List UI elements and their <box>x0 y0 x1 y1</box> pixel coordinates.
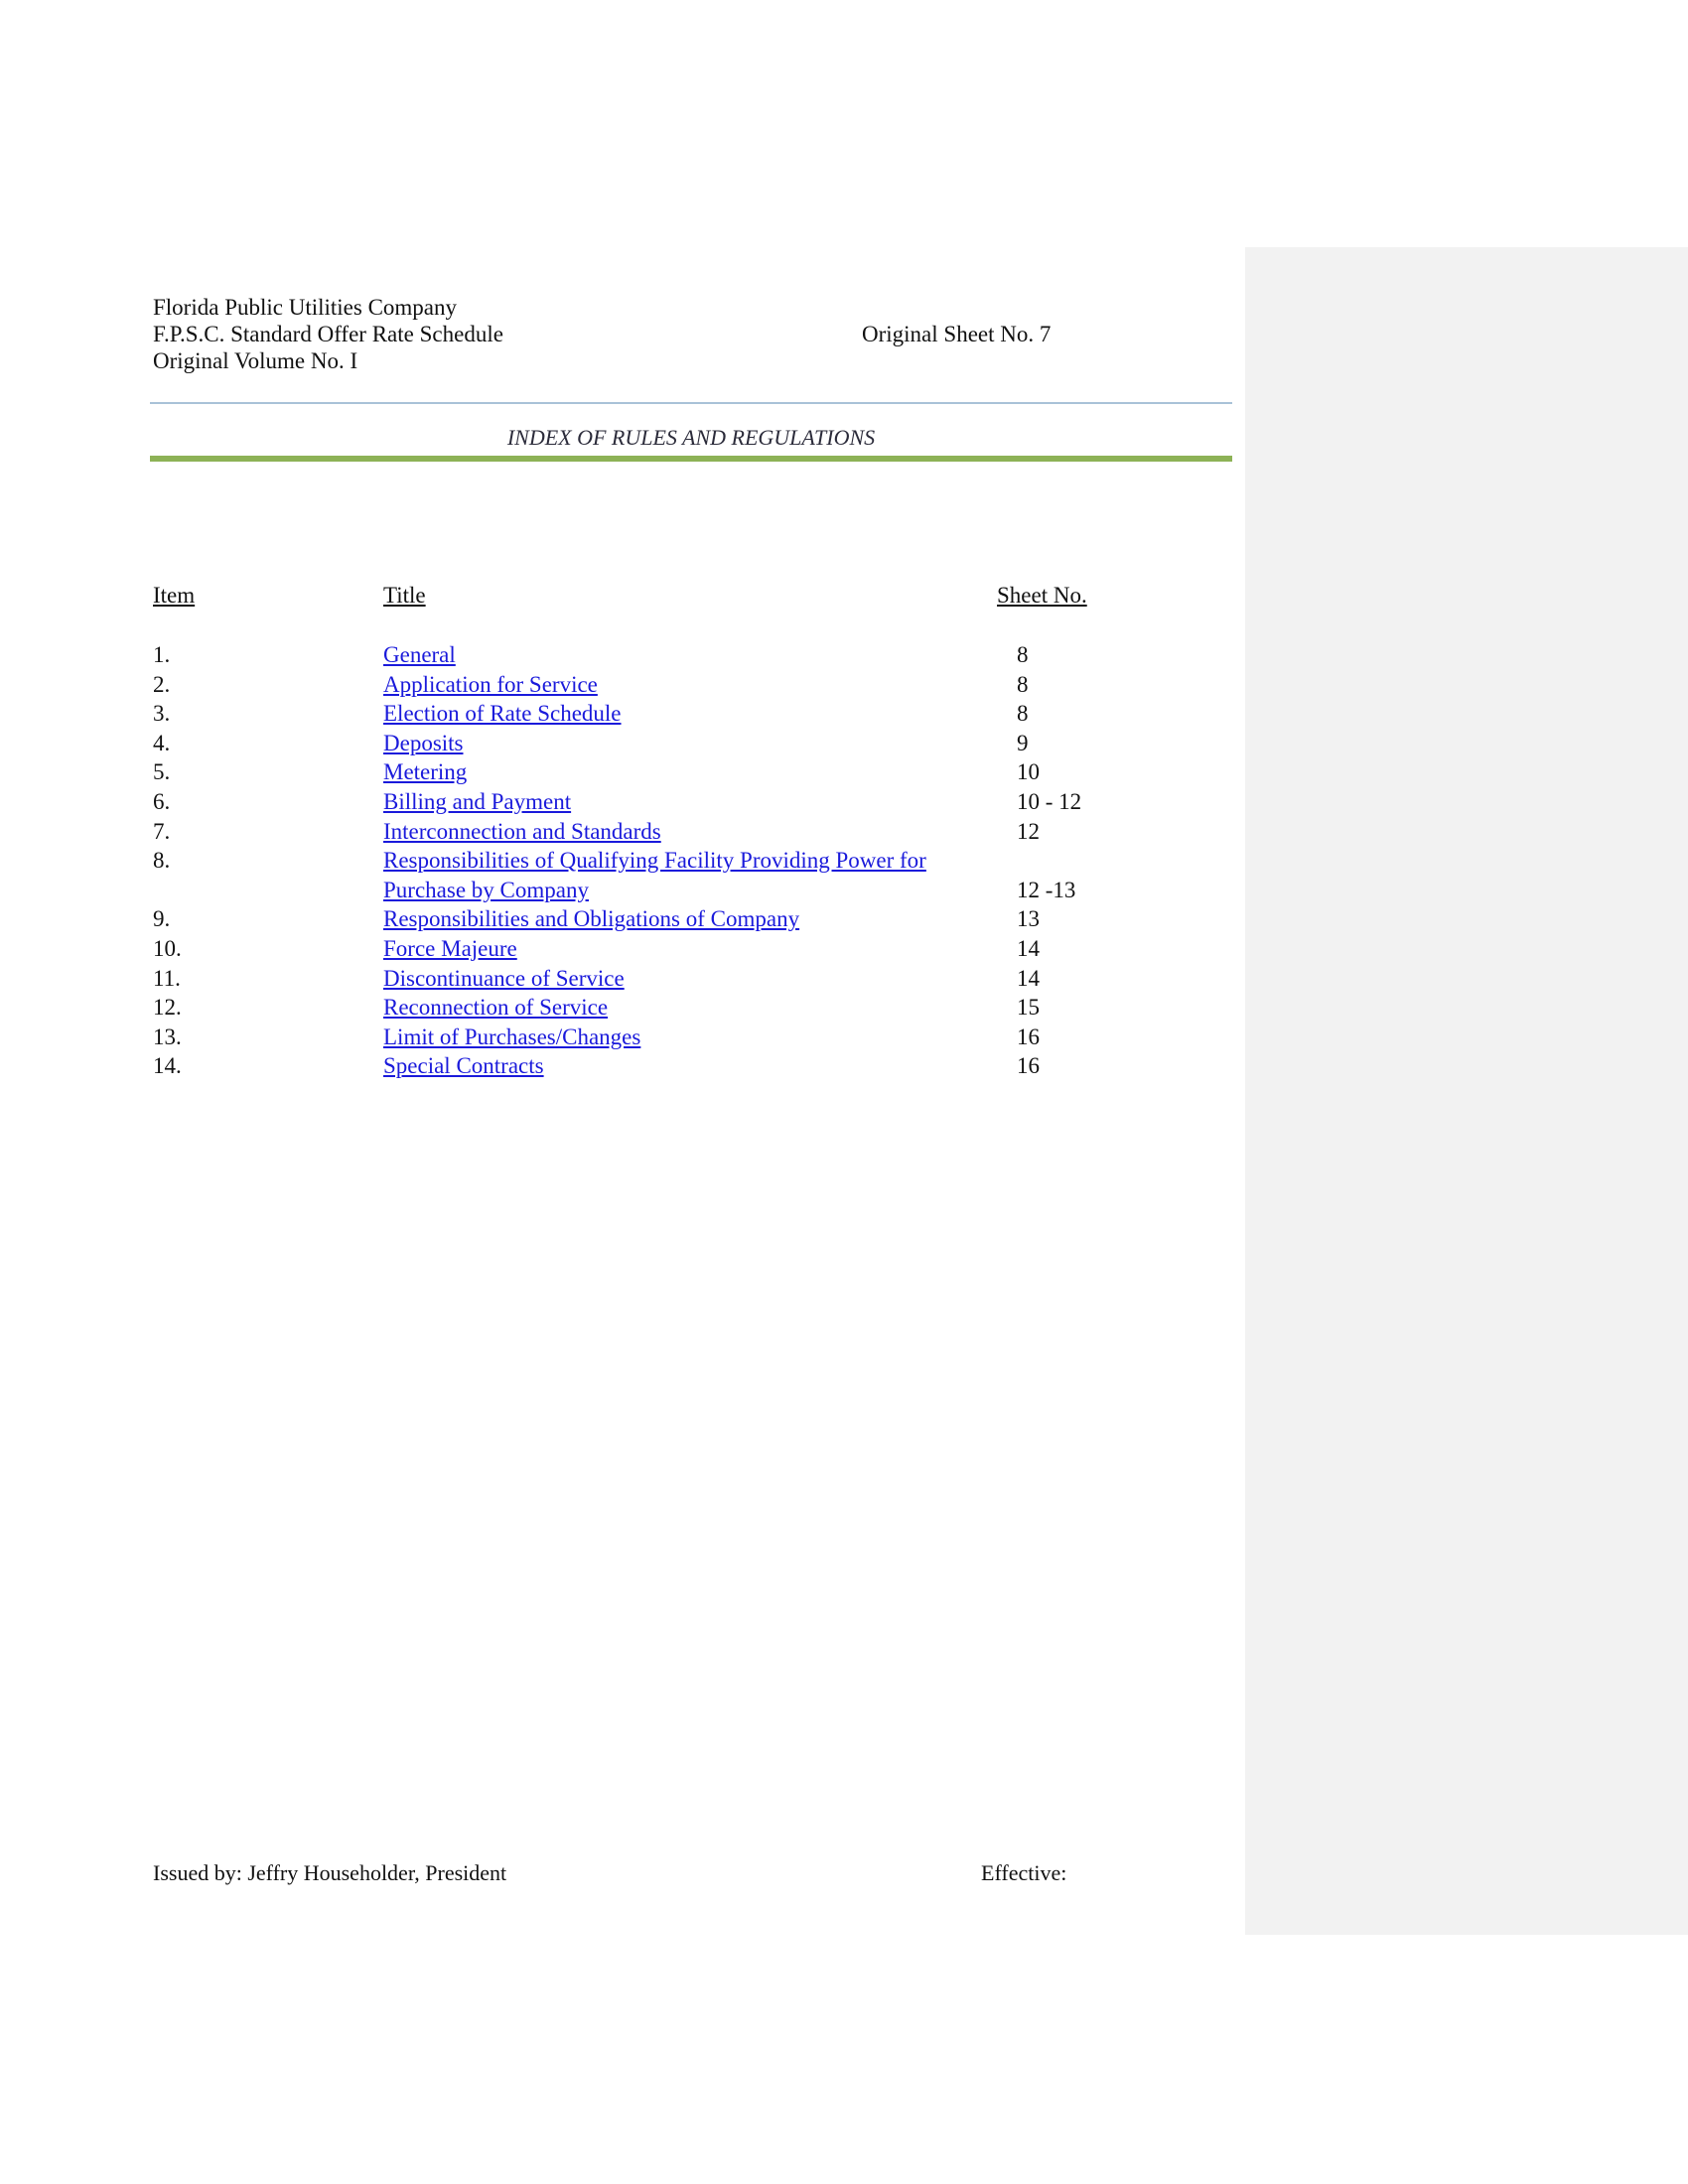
item-number: 5. <box>153 759 171 785</box>
column-header-sheet: Sheet No. <box>997 583 1087 608</box>
index-link-general[interactable]: General <box>383 642 456 667</box>
table-row <box>153 757 1146 787</box>
index-link-reconnection-of-service[interactable]: Reconnection of Service <box>383 995 609 1021</box>
item-number: 14. <box>153 1053 182 1079</box>
sheet-ref: 15 <box>1017 995 1040 1021</box>
sheet-ref: 16 <box>1017 1053 1040 1079</box>
table-row <box>153 904 1146 934</box>
table-row <box>153 934 1146 964</box>
company-name: Florida Public Utilities Company <box>153 295 458 320</box>
item-number: 10. <box>153 935 182 961</box>
sheet-ref: 8 <box>1017 701 1029 727</box>
index-link-billing-and-payment[interactable]: Billing and Payment <box>383 788 572 814</box>
item-number: 1. <box>153 642 171 667</box>
index-link-force-majeure[interactable]: Force Majeure <box>383 935 517 961</box>
table-row <box>153 640 1146 670</box>
index-link-discontinuance-of-service[interactable]: Discontinuance of Service <box>383 965 625 991</box>
table-row <box>153 964 1146 994</box>
item-number: 8. <box>153 848 171 874</box>
sheet-ref: 10 - 12 <box>1017 788 1082 814</box>
table-row <box>153 729 1146 758</box>
table-row <box>153 787 1146 817</box>
sheet-ref: 9 <box>1017 730 1029 755</box>
sheet-ref: 13 <box>1017 906 1040 932</box>
index-link-deposits[interactable]: Deposits <box>383 730 464 755</box>
document-header <box>153 294 503 374</box>
volume-label: Original Volume No. I <box>153 348 358 373</box>
item-number: 7. <box>153 818 171 844</box>
sheet-ref: 8 <box>1017 642 1029 667</box>
table-row <box>153 817 1146 847</box>
index-link-special-contracts[interactable]: Special Contracts <box>383 1053 544 1079</box>
sheet-ref: 14 <box>1017 965 1040 991</box>
item-number: 3. <box>153 701 171 727</box>
comment-pane <box>1245 247 1688 1935</box>
sheet-ref: 12 <box>1017 818 1040 844</box>
index-link-application-for-service[interactable]: Application for Service <box>383 671 598 697</box>
sheet-ref: 16 <box>1017 1024 1040 1049</box>
table-row <box>153 846 1146 904</box>
rate-schedule-name: F.P.S.C. Standard Offer Rate Schedule <box>153 322 503 346</box>
index-link-election-of-rate-schedule[interactable]: Election of Rate Schedule <box>383 701 622 727</box>
item-number: 4. <box>153 730 171 755</box>
table-row <box>153 699 1146 729</box>
table-row <box>153 1023 1146 1052</box>
index-rows <box>153 640 1146 1081</box>
header-rule-bottom <box>150 456 1232 462</box>
effective-date-label: Effective: <box>981 1860 1067 1885</box>
sheet-ref: 8 <box>1017 671 1029 697</box>
sheet-number: Original Sheet No. 7 <box>862 322 1052 346</box>
issued-by: Issued by: Jeffry Householder, President <box>153 1860 507 1885</box>
sheet-ref: 14 <box>1017 935 1040 961</box>
column-header-item: Item <box>153 583 196 608</box>
index-link-metering[interactable]: Metering <box>383 759 468 785</box>
item-number: 12. <box>153 995 182 1021</box>
item-number: 6. <box>153 788 171 814</box>
table-row <box>153 993 1146 1023</box>
item-number: 11. <box>153 965 181 991</box>
sheet-ref: 12 -13 <box>1017 877 1076 902</box>
index-link-interconnection-and-standards[interactable]: Interconnection and Standards <box>383 818 661 844</box>
sheet-ref: 10 <box>1017 759 1040 785</box>
item-number: 9. <box>153 906 171 932</box>
table-row <box>153 670 1146 700</box>
header-rule-top <box>150 402 1232 404</box>
index-link-responsibilities-and-obligations[interactable]: Responsibilities and Obligations of Company <box>383 906 800 932</box>
column-header-title: Title <box>383 583 426 608</box>
item-number: 13. <box>153 1024 182 1049</box>
table-row <box>153 1051 1146 1081</box>
item-number: 2. <box>153 671 171 697</box>
index-link-limit-of-purchases[interactable]: Limit of Purchases/Changes <box>383 1024 641 1049</box>
page-title: INDEX OF RULES AND REGULATIONS <box>506 425 876 450</box>
index-link-responsibilities-of-qualifying-facility[interactable]: Responsibilities of Qualifying Facility Providing Power for Purchase by Company <box>383 848 926 902</box>
